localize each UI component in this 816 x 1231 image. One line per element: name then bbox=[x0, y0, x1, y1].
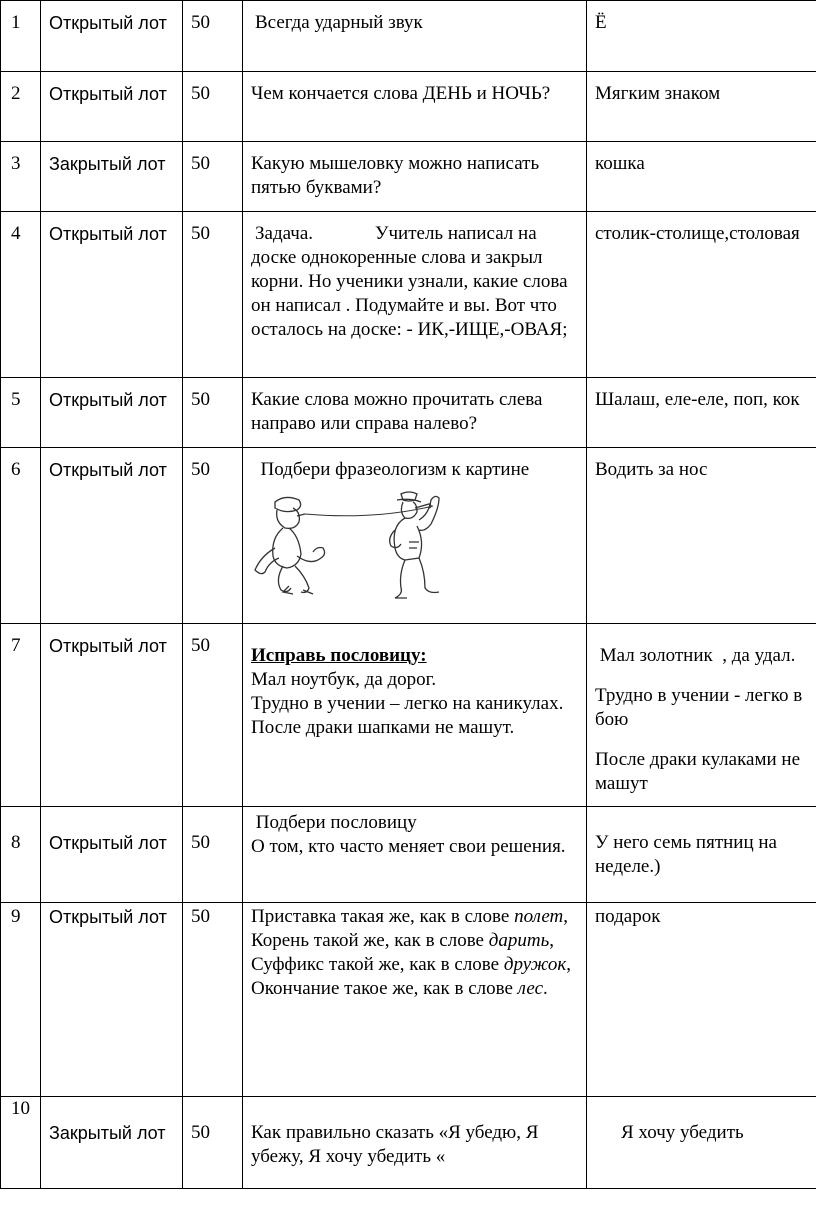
question-line: После драки шапками не машут. bbox=[251, 717, 515, 738]
lot-type: Закрытый лот bbox=[41, 142, 183, 212]
points: 50 bbox=[183, 807, 243, 903]
table-row bbox=[1, 142, 816, 212]
lot-type: Закрытый лот bbox=[41, 1097, 183, 1189]
lot-type: Открытый лот bbox=[41, 378, 183, 448]
question-title: Исправь пословицу: bbox=[251, 645, 427, 666]
row-number: 8 bbox=[1, 807, 41, 903]
row-number: 4 bbox=[1, 212, 41, 378]
question-line: Суффикс такой же, как в слове дружок, bbox=[251, 954, 572, 975]
row-number: 5 bbox=[1, 378, 41, 448]
points: 50 bbox=[183, 1, 243, 72]
answer: Шалаш, еле-еле, поп, кок bbox=[587, 378, 816, 448]
answer: Ё bbox=[587, 1, 816, 72]
question bbox=[243, 212, 587, 378]
points: 50 bbox=[183, 142, 243, 212]
question-line: Приставка такая же, как в слове полет, bbox=[251, 906, 569, 927]
answer-line: Мал золотник , да удал. bbox=[595, 645, 796, 666]
lot-type: Открытый лот bbox=[41, 903, 183, 1097]
question bbox=[243, 448, 587, 624]
table-row bbox=[1, 1097, 816, 1189]
question-line: Корень такой же, как в слове дарить, bbox=[251, 930, 554, 951]
question: Какие слова можно прочитать слева направо или справа налево? bbox=[243, 378, 587, 448]
lot-type: Открытый лот bbox=[41, 1, 183, 72]
question: Как правильно сказать «Я убедю, Я убежу, Я хочу убедить « bbox=[243, 1097, 587, 1189]
question-text: Учитель написал на доске однокоренные слова и закрыл корни. Но ученики узнали, какие слова он написал . Подумайте и вы. Вот что осталось на доске: - ИК,-ИЩЕ,-ОВАЯ; bbox=[251, 223, 568, 340]
table-row bbox=[1, 903, 816, 1097]
lot-type: Открытый лот bbox=[41, 624, 183, 807]
question-text: О том, кто часто меняет свои решения. bbox=[251, 836, 566, 857]
points: 50 bbox=[183, 1097, 243, 1189]
lot-type: Открытый лот bbox=[41, 72, 183, 142]
question-title: Подбери пословицу bbox=[251, 812, 417, 833]
question: Всегда ударный звук bbox=[243, 1, 587, 72]
question: Какую мышеловку можно написать пятью буквами? bbox=[243, 142, 587, 212]
row-number: 6 bbox=[1, 448, 41, 624]
points: 50 bbox=[183, 903, 243, 1097]
answer: Мягким знаком bbox=[587, 72, 816, 142]
answer: Водить за нос bbox=[587, 448, 816, 624]
row-number: 10 bbox=[1, 1097, 41, 1189]
answer bbox=[587, 624, 816, 807]
points: 50 bbox=[183, 448, 243, 624]
two-men-leading-by-nose-sketch-icon bbox=[253, 490, 483, 605]
table-row bbox=[1, 624, 816, 807]
answer: кошка bbox=[587, 142, 816, 212]
row-number: 1 bbox=[1, 1, 41, 72]
answer-line: Трудно в учении - легко в бою bbox=[595, 685, 803, 730]
question-line: Окончание такое же, как в слове лес. bbox=[251, 978, 548, 999]
lot-type: Открытый лот bbox=[41, 212, 183, 378]
answer: подарок bbox=[587, 903, 816, 1097]
table-row bbox=[1, 448, 816, 624]
question bbox=[243, 807, 587, 903]
row-number: 9 bbox=[1, 903, 41, 1097]
answer: У него семь пятниц на неделе.) bbox=[587, 807, 816, 903]
question-line: Трудно в учении – легко на каникулах. bbox=[251, 693, 564, 714]
question bbox=[243, 903, 587, 1097]
row-number: 2 bbox=[1, 72, 41, 142]
points: 50 bbox=[183, 378, 243, 448]
table-row bbox=[1, 1, 816, 72]
points: 50 bbox=[183, 72, 243, 142]
answer: столик-столище,столовая bbox=[587, 212, 816, 378]
lot-type: Открытый лот bbox=[41, 807, 183, 903]
row-number: 7 bbox=[1, 624, 41, 807]
row-number: 3 bbox=[1, 142, 41, 212]
question-text: Подбери фразеологизм к картине bbox=[251, 459, 530, 480]
answer-line: После драки кулаками не машут bbox=[595, 749, 801, 794]
question-title: Задача. bbox=[255, 223, 314, 244]
answer: Я хочу убедить bbox=[587, 1097, 816, 1189]
table-row bbox=[1, 378, 816, 448]
question-line: Мал ноутбук, да дорог. bbox=[251, 669, 437, 690]
points: 50 bbox=[183, 212, 243, 378]
question bbox=[243, 624, 587, 807]
question: Чем кончается слова ДЕНЬ и НОЧЬ? bbox=[243, 72, 587, 142]
table-row bbox=[1, 807, 816, 903]
table-row bbox=[1, 72, 816, 142]
points: 50 bbox=[183, 624, 243, 807]
table-row bbox=[1, 212, 816, 378]
lot-type: Открытый лот bbox=[41, 448, 183, 624]
